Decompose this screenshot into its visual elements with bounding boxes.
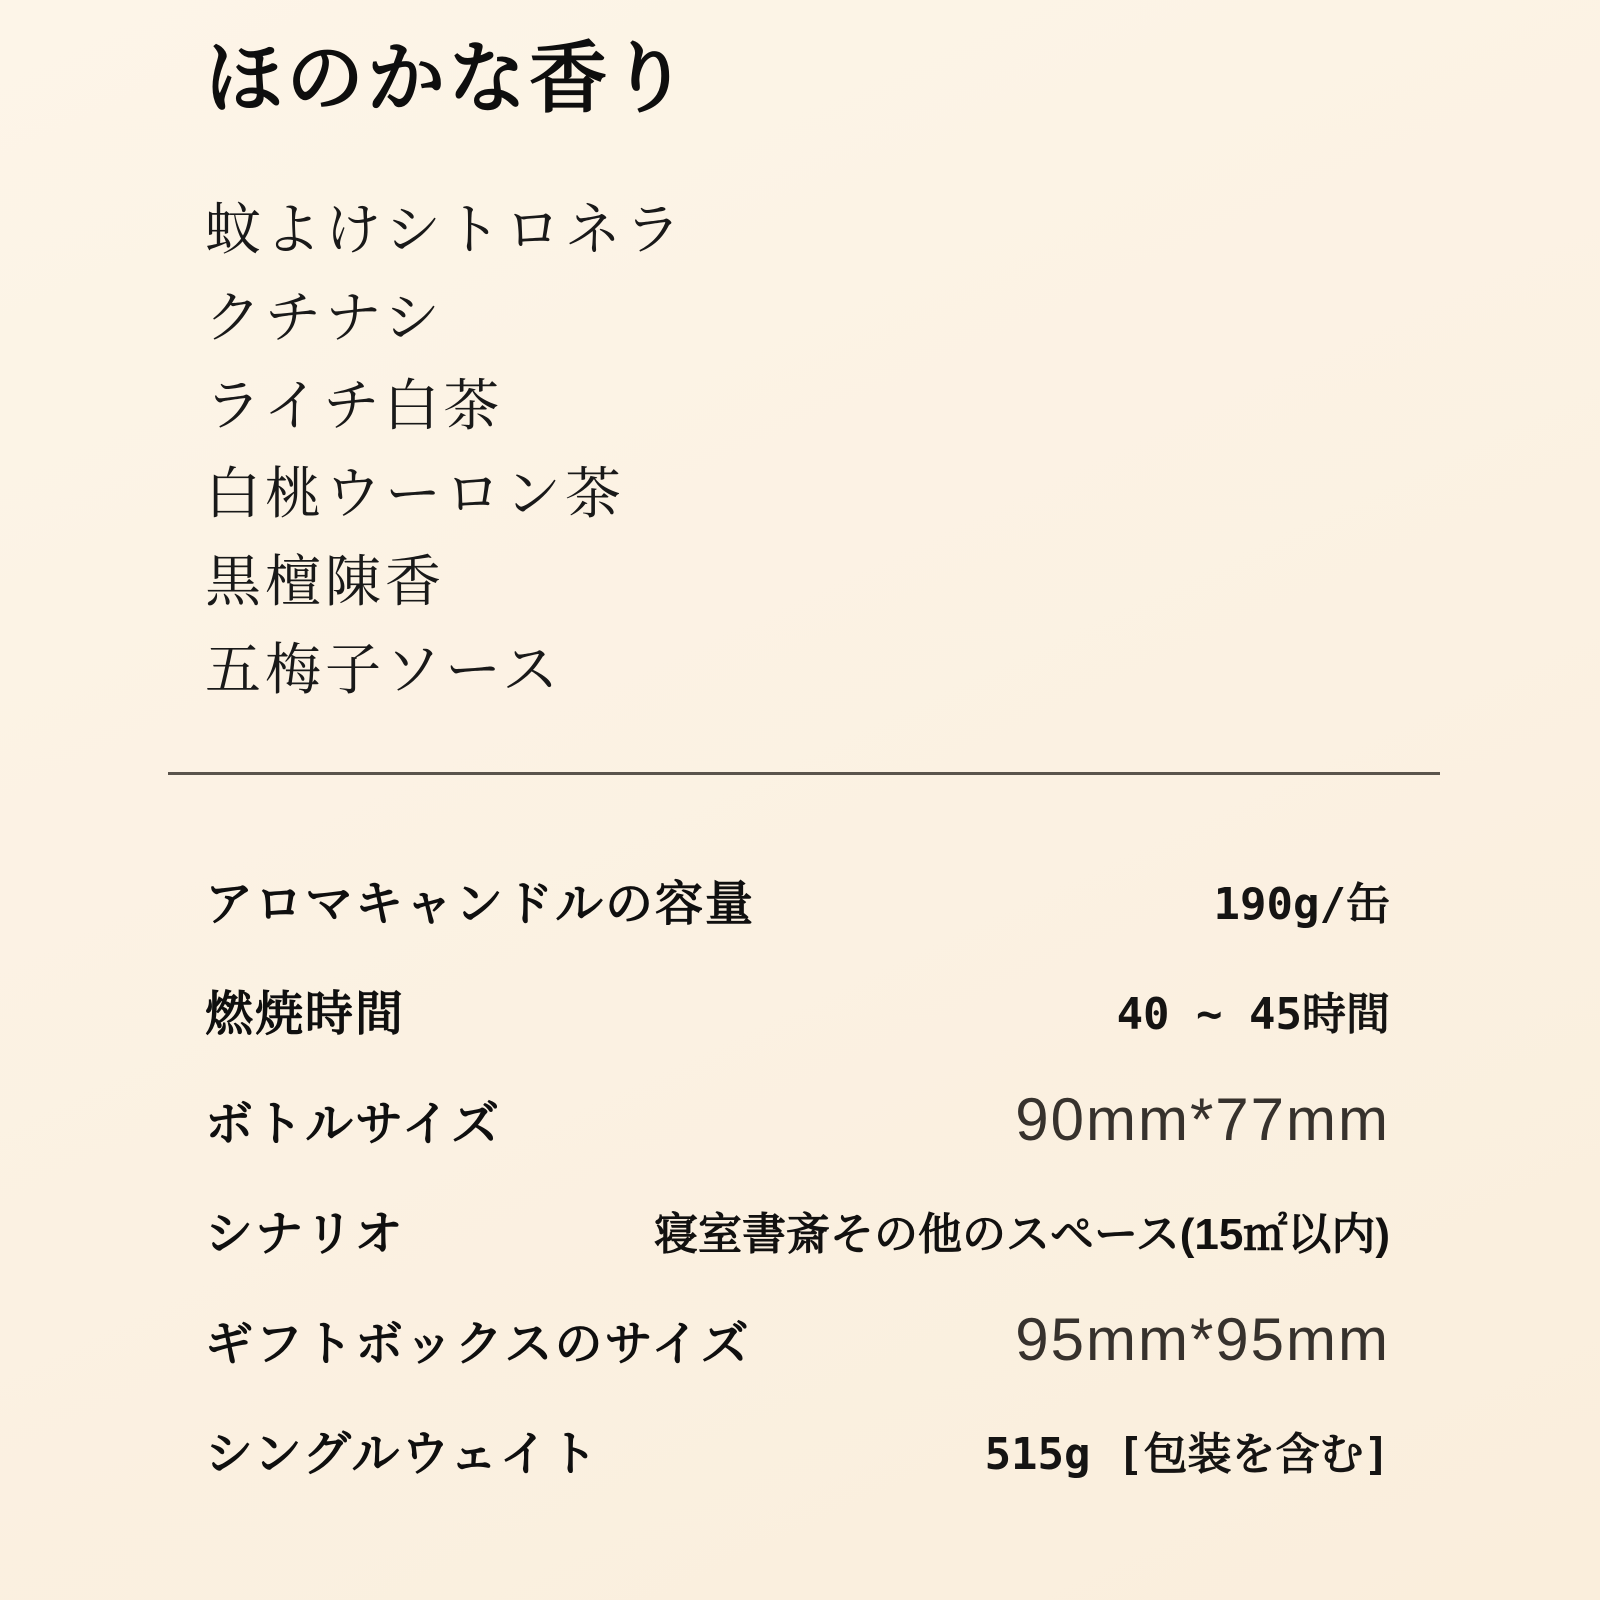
spec-label: ボトルサイズ [205, 1098, 502, 1151]
spec-value: 95mm*95mm [1015, 1306, 1390, 1373]
spec-value: 190g/缶 [1213, 878, 1390, 930]
spec-row-burn-time [205, 955, 1390, 1065]
scent-item: 黒檀陳香 [205, 549, 445, 613]
scent-item: クチナシ [205, 285, 444, 349]
spec-row-scenario [205, 1175, 1390, 1285]
spec-value: 90mm*77mm [1015, 1086, 1390, 1153]
spec-value: 515g [包装を含む] [984, 1428, 1390, 1480]
spec-row-capacity [205, 845, 1390, 955]
scent-item: ライチ白茶 [205, 373, 504, 437]
scent-item: 白桃ウーロン茶 [205, 461, 625, 525]
spec-row-single-weight [205, 1395, 1390, 1505]
spec-value: 40 ~ 45時間 [1116, 988, 1390, 1040]
spec-label: シングルウェイト [205, 1428, 600, 1481]
scent-list [205, 186, 1390, 714]
spec-row-bottle-size [205, 1065, 1390, 1175]
scent-item: 蚊よけシトロネラ [205, 197, 685, 261]
spec-row-giftbox-size [205, 1285, 1390, 1395]
spec-label: シナリオ [205, 1208, 405, 1261]
scent-item: 五梅子ソース [205, 637, 563, 701]
spec-table [205, 845, 1390, 1505]
spec-label: 燃焼時間 [205, 988, 406, 1041]
page-title: ほのかな香り [205, 34, 692, 122]
divider [168, 772, 1440, 775]
spec-value: 寝室書斎その他のスペース(15㎡以内) [653, 1209, 1390, 1259]
spec-label: ギフトボックスのサイズ [205, 1318, 751, 1371]
spec-label: アロマキャンドルの容量 [205, 878, 756, 931]
